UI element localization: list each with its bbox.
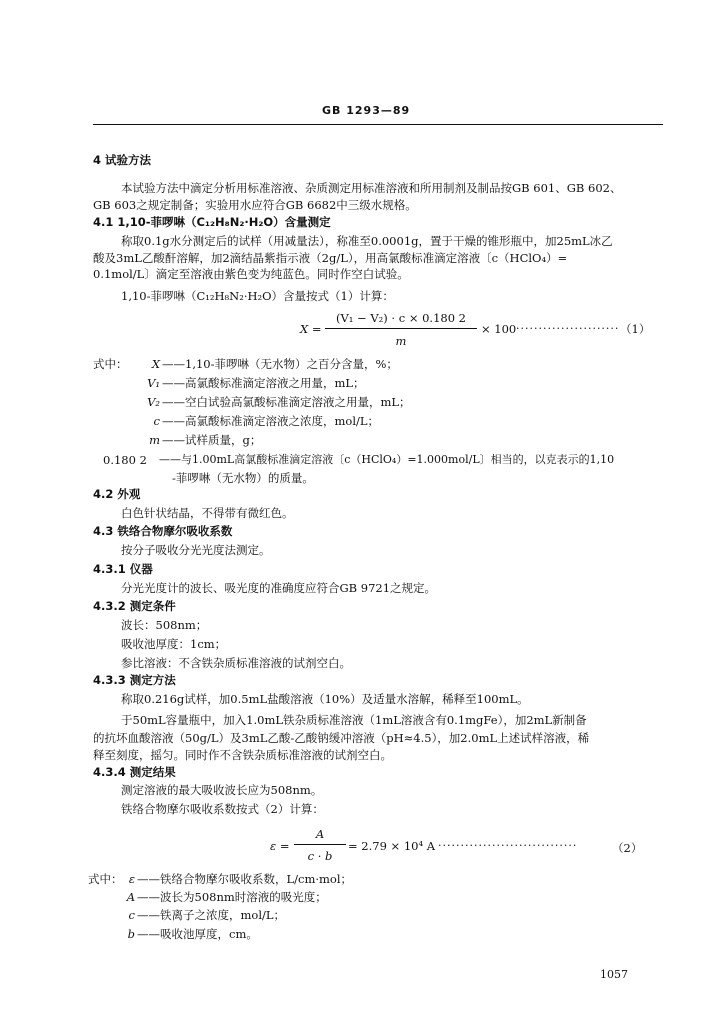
formula-1-numerator: (V₁ − V₂) · c × 0.180 2 xyxy=(336,311,466,325)
section-4-3-3-para-line1: 称取0.216g试样，加0.5mL盐酸溶液（10%）及适量水溶解，稀释至100mL。 xyxy=(121,692,529,706)
section-4-3-3-para-line2: 于50mL容量瓶中，加入1.0mL铁杂质标准溶液（1mL溶液含有0.1mgFe），加2mL新制备 xyxy=(121,713,587,727)
condition-wavelength: 波长：508nm； xyxy=(121,618,208,632)
header-rule xyxy=(93,124,663,125)
formula-2-lhs: ε = xyxy=(270,839,290,853)
section-4-intro-line2: GB 603之规定制备；实验用水应符合GB 6682中三级水规格。 xyxy=(93,198,417,212)
formula-1-fraction-bar xyxy=(325,328,477,329)
section-4-2-para: 白色针状结晶，不得带有微红色。 xyxy=(121,506,294,520)
section-4-1-formula-intro: 1,10-菲啰啉（C₁₂H₈N₂·H₂O）含量按式（1）计算： xyxy=(121,289,394,303)
var-description: ——高氯酸标准滴定溶液之浓度，mol/L； xyxy=(162,414,380,428)
var-symbol: ε xyxy=(128,872,135,886)
formula-1-where-label: 式中： xyxy=(93,357,128,371)
section-4-1-para-line1: 称取0.1g水分测定后的试样（用减量法），称准至0.0001g，置于干燥的锥形瓶中，加25mL冰乙 xyxy=(121,234,613,248)
condition-reference-solution: 参比溶液：不含铁杂质标准溶液的试剂空白。 xyxy=(121,656,351,670)
section-4-title: 4 试验方法 xyxy=(93,153,152,167)
formula-1-number: （1） xyxy=(620,322,651,336)
section-4-1-para-line2: 酸及3mL乙酸酐溶解，加2滴结晶紫指示液（2g/L），用高氯酸标准滴定溶液〔c（HClO₄）= xyxy=(93,251,568,265)
section-4-2-title: 4.2 外观 xyxy=(93,487,141,501)
var-description: ——铁络合物摩尔吸收系数，L/cm·mol； xyxy=(137,872,353,886)
formula-1-leader-dots: ······················· xyxy=(516,322,620,335)
var-description: ——试样质量，g； xyxy=(162,433,262,447)
var-description: ——高氯酸标准滴定溶液之用量，mL； xyxy=(162,376,365,390)
formula-2-tail: = 2.79 × 10⁴ A xyxy=(348,839,436,853)
var-description: ——铁离子之浓度，mol/L； xyxy=(137,908,286,922)
section-4-3-para: 按分子吸收分光光度法测定。 xyxy=(121,543,271,557)
section-4-3-2-title: 4.3.2 测定条件 xyxy=(93,599,176,613)
var-symbol: A xyxy=(126,890,135,904)
constant-symbol: 0.180 2 xyxy=(103,453,147,467)
var-symbol: V₁ xyxy=(147,376,160,390)
section-4-3-title: 4.3 铁络合物摩尔吸收系数 xyxy=(93,524,233,538)
section-4-intro-line1: 本试验方法中滴定分析用标准溶液、杂质测定用标准溶液和所用制剂及制品按GB 601、GB 602、 xyxy=(121,181,622,195)
formula-2-fraction-bar xyxy=(294,844,346,845)
var-description: ——波长为508nm时溶液的吸光度； xyxy=(137,890,327,904)
var-symbol: c xyxy=(128,908,135,922)
var-symbol: b xyxy=(127,927,135,941)
section-4-3-3-para-line3: 的抗坏血酸溶液（50g/L）及3mL乙酸-乙酸钠缓冲溶液（pH≈4.5），加2.0mL上述试样溶液，稀 xyxy=(93,731,590,745)
formula-2-denominator: c · b xyxy=(307,849,333,863)
constant-description-line2: -菲啰啉（无水物）的质量。 xyxy=(172,471,314,485)
formula-2-numerator: A xyxy=(315,827,325,841)
constant-description-line1: ——与1.00mL高氯酸标准滴定溶液〔c（HClO₄）=1.000mol/L〕相当的，以克表示的1,10 xyxy=(159,453,615,466)
page-number: 1057 xyxy=(600,968,628,981)
var-description: ——空白试验高氯酸标准滴定溶液之用量，mL； xyxy=(162,395,411,409)
var-symbol: V₂ xyxy=(147,395,160,409)
var-description: ——1,10-菲啰啉（无水物）之百分含量，%； xyxy=(162,357,398,371)
section-4-3-3-title: 4.3.3 测定方法 xyxy=(93,673,176,687)
formula-2-number: （2） xyxy=(612,841,643,855)
section-4-1-title: 4.1 1,10-菲啰啉（C₁₂H₈N₂·H₂O）含量测定 xyxy=(93,215,331,229)
formula-2-leader-dots: ······························· xyxy=(438,839,578,852)
running-header: GB 1293—89 xyxy=(322,104,411,117)
formula-1-tail: × 100 xyxy=(481,322,517,336)
section-4-3-4-title: 4.3.4 测定结果 xyxy=(93,765,176,779)
section-4-1-para-line3: 0.1mol/L〕滴定至溶液由紫色变为纯蓝色。同时作空白试验。 xyxy=(93,267,409,281)
section-4-3-1-para: 分光光度计的波长、吸光度的准确度应符合GB 9721之规定。 xyxy=(121,581,437,595)
var-symbol: c xyxy=(153,414,160,428)
section-4-3-4-para-line1: 测定溶液的最大吸收波长应为508nm。 xyxy=(121,783,323,797)
var-symbol: m xyxy=(149,433,160,447)
var-symbol: X xyxy=(151,357,160,371)
formula-1-lhs: X = xyxy=(300,322,322,336)
condition-cell-thickness: 吸收池厚度：1cm； xyxy=(121,637,227,651)
var-description: ——吸收池厚度，cm。 xyxy=(137,927,258,941)
formula-2-where-label: 式中： xyxy=(88,872,123,886)
section-4-3-3-para-line4: 释至刻度，摇匀。同时作不含铁杂质标准溶液的试剂空白。 xyxy=(93,748,392,762)
section-4-3-1-title: 4.3.1 仪器 xyxy=(93,562,153,576)
formula-1-denominator: m xyxy=(395,334,407,348)
section-4-3-4-para-line2: 铁络合物摩尔吸收系数按式（2）计算： xyxy=(121,802,324,816)
